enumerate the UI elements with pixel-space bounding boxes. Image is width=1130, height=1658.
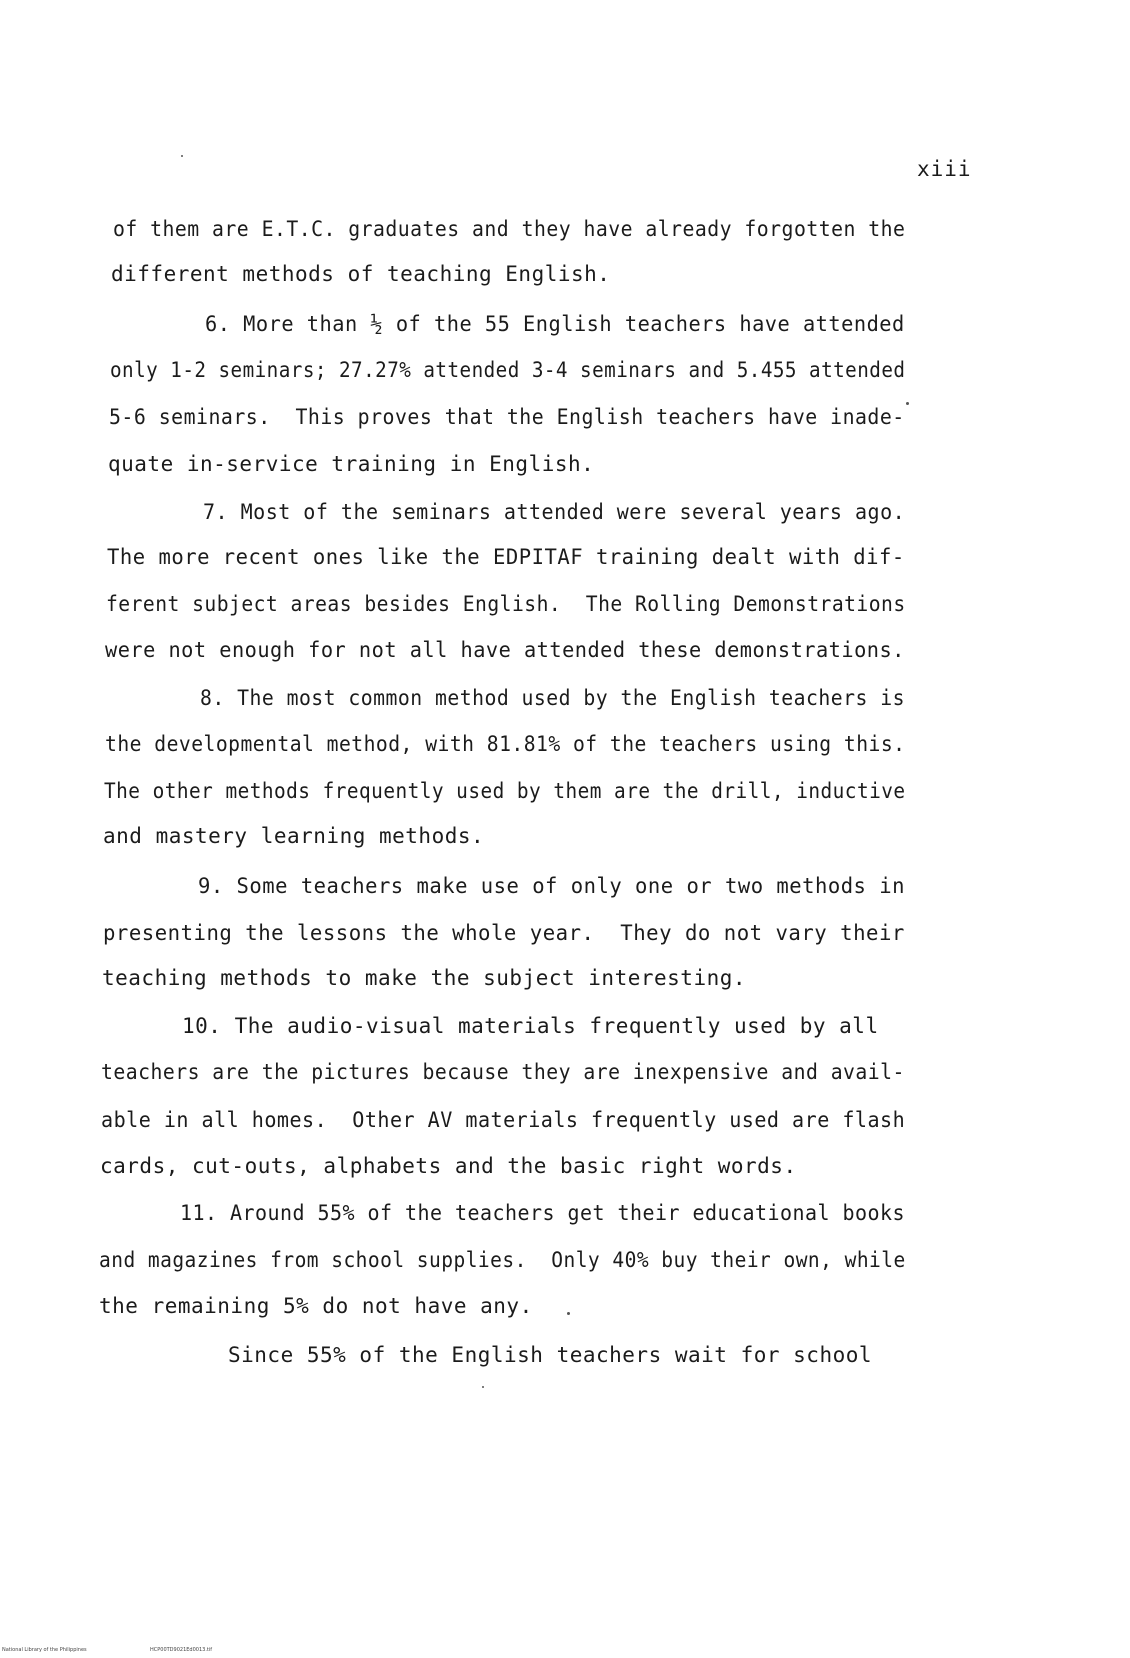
text-line: 9. Some teachers make use of only one or two methods in (198, 874, 905, 898)
text-line: quate in-service training in English. (108, 452, 595, 476)
text-line: The other methods frequently used by them are the drill, inductive (104, 779, 906, 803)
scan-speck (906, 402, 909, 405)
text-line: teaching methods to make the subject interesting. (102, 966, 747, 990)
text-line: were not enough for not all have attended these demonstrations. (105, 638, 905, 662)
page-number: xiii (917, 157, 972, 181)
text-line: only 1-2 seminars; 27.27% attended 3-4 seminars and 5.455 attended (110, 358, 906, 382)
text-line: 8. The most common method used by the English teachers is (200, 686, 905, 710)
text-line: presenting the lessons the whole year. They do not vary their (103, 921, 905, 945)
text-line: 7. Most of the seminars attended were several years ago. (203, 500, 906, 524)
text-line: 10. The audio-visual materials frequently used by all (182, 1014, 879, 1038)
text-line: The more recent ones like the EDPITAF training dealt with dif- (107, 545, 905, 569)
text-line: and magazines from school supplies. Only 40% buy their own, while (99, 1248, 906, 1272)
text-line: 5-6 seminars. This proves that the English teachers have inade- (109, 405, 905, 429)
text-line: 11. Around 55% of the teachers get their educational books (180, 1201, 905, 1225)
text-line: 6. More than ½ of the 55 English teachers have attended (205, 312, 905, 336)
text-line: Since 55% of the English teachers wait for school (228, 1343, 873, 1367)
text-line: teachers are the pictures because they are inexpensive and avail- (101, 1060, 905, 1084)
footer-library-name: National Library of the Philippines (2, 1647, 87, 1653)
text-line: the remaining 5% do not have any. (99, 1294, 533, 1318)
footer-file-name: HCP00TD9021Ed0013.tif (150, 1647, 213, 1653)
text-line: able in all homes. Other AV materials frequently used are flash (101, 1108, 906, 1132)
scan-speck (482, 1386, 484, 1388)
text-line: ferent subject areas besides English. The Rolling Demonstrations (106, 592, 906, 616)
scan-speck (181, 155, 183, 157)
text-line: and mastery learning methods. (103, 824, 485, 848)
text-line: cards, cut-outs, alphabets and the basic right words. (100, 1154, 797, 1178)
text-line: different methods of teaching English. (111, 262, 611, 286)
text-line: of them are E.T.C. graduates and they have already forgotten the (113, 217, 906, 241)
scan-speck (567, 1312, 570, 1315)
text-line: the developmental method, with 81.81% of the teachers using this. (105, 732, 906, 756)
